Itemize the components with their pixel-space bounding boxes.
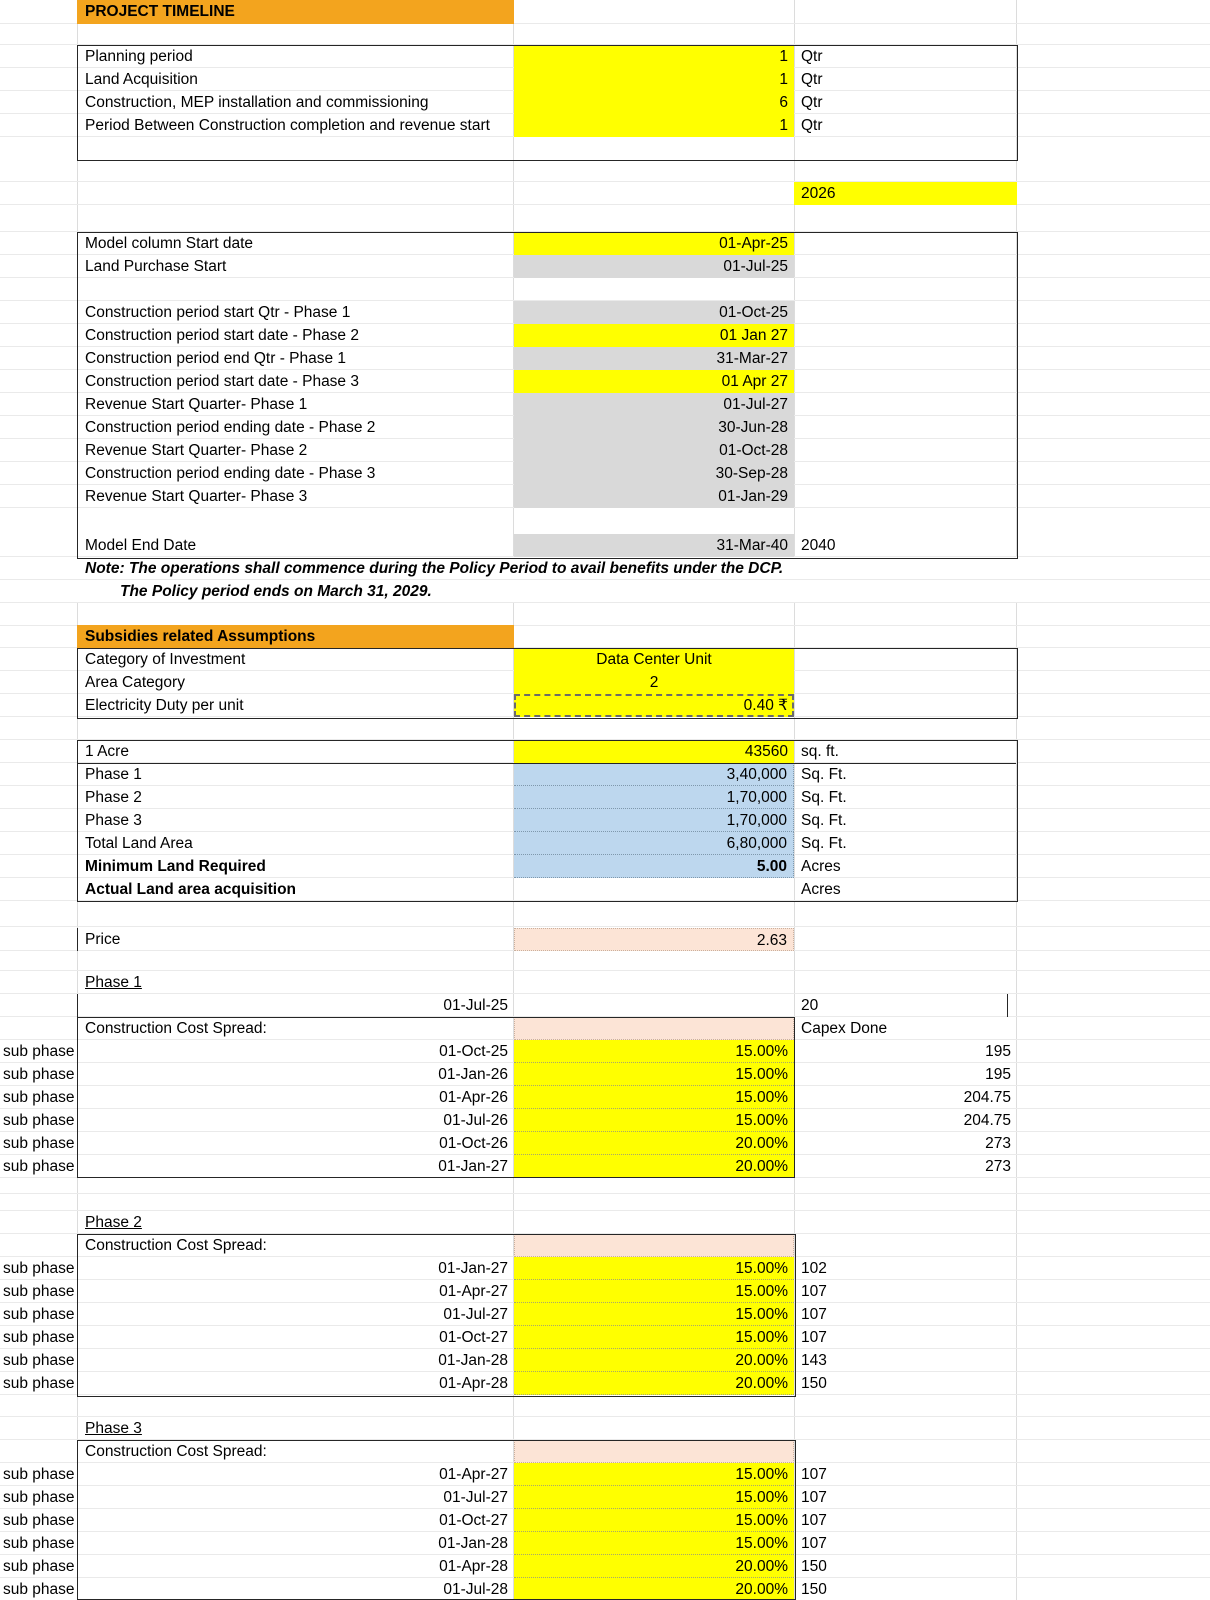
date-value[interactable]: 01-Jul-27: [514, 393, 794, 416]
table-row: [0, 671, 1210, 694]
land-label: Phase 2: [85, 789, 142, 806]
table-row: [0, 462, 1210, 485]
spread-row: [0, 1155, 1210, 1178]
table-row: [0, 439, 1210, 462]
land-unit: Acres: [801, 881, 841, 898]
spread-row: [0, 1063, 1210, 1086]
subphase-label: sub phase: [3, 1066, 75, 1083]
capex-value[interactable]: 273: [985, 1158, 1011, 1175]
table-row: [0, 324, 1210, 347]
spread-percent[interactable]: 15.00%: [514, 1086, 794, 1109]
subphase-label: sub phase: [3, 1112, 75, 1129]
note-line-2: The Policy period ends on March 31, 2029.: [120, 583, 432, 600]
subsidy-value[interactable]: 2: [514, 671, 794, 694]
phase-header-row: [0, 1417, 1210, 1440]
duration-unit: Qtr: [801, 117, 823, 134]
spread-date: 01-Jul-26: [443, 1112, 508, 1129]
land-unit: Acres: [801, 858, 841, 875]
subsidy-value[interactable]: Data Center Unit: [514, 648, 794, 671]
subphase-label: sub phase: [3, 1306, 75, 1323]
date-label: Construction period start date - Phase 3: [85, 373, 359, 390]
model-end-value[interactable]: 31-Mar-40: [514, 534, 794, 557]
subsidy-label: Category of Investment: [85, 651, 246, 668]
capex-value[interactable]: 107: [801, 1466, 827, 1483]
spacer-row: [0, 603, 1210, 626]
spread-row: [0, 1040, 1210, 1063]
spread-percent[interactable]: 15.00%: [514, 1257, 794, 1280]
spread-date: 01-Oct-25: [439, 1043, 508, 1060]
price-value[interactable]: 2.63: [514, 928, 794, 951]
capex-value[interactable]: 150: [801, 1558, 827, 1575]
capex-value[interactable]: 107: [801, 1306, 827, 1323]
land-value[interactable]: 5.00: [514, 855, 794, 878]
land-value[interactable]: 1,70,000: [514, 809, 794, 832]
spacer-row: [0, 951, 1210, 971]
capex-value[interactable]: 204.75: [963, 1112, 1011, 1129]
spread-date: 01-Jul-27: [443, 1489, 508, 1506]
spread-date: 01-Apr-28: [439, 1558, 508, 1575]
spread-percent[interactable]: 20.00%: [514, 1132, 794, 1155]
spread-percent[interactable]: 20.00%: [514, 1555, 794, 1578]
spread-date: 01-Apr-27: [439, 1283, 508, 1300]
subphase-label: sub phase: [3, 1260, 75, 1277]
subphase-label: sub phase: [3, 1375, 75, 1392]
spread-date: 01-Jan-27: [438, 1260, 508, 1277]
date-value[interactable]: 01-Jan-29: [514, 485, 794, 508]
date-label: Land Purchase Start: [85, 258, 227, 275]
spacer-row: [0, 137, 1210, 158]
subphase-label: sub phase: [3, 1158, 75, 1175]
capex-value[interactable]: 195: [985, 1043, 1011, 1060]
model-end-label: Model End Date: [85, 537, 197, 554]
spread-label: Construction Cost Spread:: [85, 1237, 267, 1254]
land-label: 1 Acre: [85, 743, 129, 760]
table-row: [0, 786, 1210, 809]
table-row: [0, 370, 1210, 393]
spread-row: [0, 1109, 1210, 1132]
capex-value[interactable]: 195: [985, 1066, 1011, 1083]
spread-row: [0, 1303, 1210, 1326]
land-unit: Sq. Ft.: [801, 766, 847, 783]
table-row: [0, 114, 1210, 137]
spread-date: 01-Jul-27: [443, 1306, 508, 1323]
land-unit: Sq. Ft.: [801, 789, 847, 806]
spread-percent[interactable]: 20.00%: [514, 1578, 794, 1600]
spread-header-cell[interactable]: [514, 1017, 794, 1040]
table-row: [0, 301, 1210, 324]
spacer-row: [0, 1194, 1210, 1211]
phase-header-row: [0, 1211, 1210, 1234]
table-row: [0, 694, 1210, 717]
spread-percent[interactable]: 15.00%: [514, 1040, 794, 1063]
spread-row: [0, 1532, 1210, 1555]
spacer-row: [0, 1395, 1210, 1417]
capex-value[interactable]: 150: [801, 1581, 827, 1598]
spread-percent[interactable]: 20.00%: [514, 1155, 794, 1178]
subphase-label: sub phase: [3, 1489, 75, 1506]
date-label: Revenue Start Quarter- Phase 2: [85, 442, 308, 459]
duration-value[interactable]: 1: [514, 114, 794, 137]
table-row: [0, 855, 1210, 878]
subphase-label: sub phase: [3, 1466, 75, 1483]
duration-value[interactable]: 1: [514, 45, 794, 68]
spread-label: Construction Cost Spread:: [85, 1020, 267, 1037]
spread-date: 01-Apr-27: [439, 1466, 508, 1483]
table-row: [0, 809, 1210, 832]
price-row: [0, 928, 1210, 951]
spread-row: [0, 1132, 1210, 1155]
spread-row: [0, 1086, 1210, 1109]
spacer-row: [0, 901, 1210, 927]
spread-row: [0, 1280, 1210, 1303]
note-line-1: Note: The operations shall commence during the Policy Period to avail benefits under the DCP.: [85, 560, 784, 577]
spread-row: [0, 1326, 1210, 1349]
subphase-label: sub phase: [3, 1329, 75, 1346]
date-label: Construction period start Qtr - Phase 1: [85, 304, 351, 321]
spacer-row: [0, 159, 1210, 182]
year-row: [0, 182, 1210, 205]
land-label: Phase 1: [85, 766, 142, 783]
subphase-label: sub phase: [3, 1135, 75, 1152]
subsidy-label: Electricity Duty per unit: [85, 697, 244, 714]
spread-percent[interactable]: 20.00%: [514, 1372, 794, 1395]
table-row: [0, 485, 1210, 508]
date-label: Model column Start date: [85, 235, 254, 252]
year-cell[interactable]: 2026: [794, 182, 1017, 205]
phase-start-date[interactable]: 01-Jul-25: [443, 997, 508, 1014]
date-value[interactable]: 01-Jul-25: [514, 255, 794, 278]
table-row: [0, 648, 1210, 671]
capex-value[interactable]: 107: [801, 1512, 827, 1529]
section-header-row: [0, 625, 1210, 648]
land-value[interactable]: 3,40,000: [514, 763, 794, 786]
spread-percent[interactable]: 15.00%: [514, 1463, 794, 1486]
subphase-label: sub phase: [3, 1283, 75, 1300]
spacer-row: [0, 24, 1210, 45]
land-label: Total Land Area: [85, 835, 193, 852]
spread-row: [0, 1463, 1210, 1486]
table-row: [0, 393, 1210, 416]
land-value-empty[interactable]: [514, 878, 794, 901]
date-value[interactable]: 30-Sep-28: [514, 462, 794, 485]
spread-percent[interactable]: 15.00%: [514, 1532, 794, 1555]
spread-row: [0, 1349, 1210, 1372]
model-end-year: 2040: [801, 537, 836, 554]
phase-header-row: [0, 971, 1210, 994]
table-row: [0, 255, 1210, 278]
note-row: [0, 580, 1210, 603]
capex-value[interactable]: 107: [801, 1535, 827, 1552]
duration-value[interactable]: 6: [514, 91, 794, 114]
spread-date: 01-Jan-28: [438, 1535, 508, 1552]
capex-value[interactable]: 107: [801, 1329, 827, 1346]
date-label: Construction period ending date - Phase 2: [85, 419, 376, 436]
spread-row: [0, 1257, 1210, 1280]
subsidies-header: Subsidies related Assumptions: [77, 625, 514, 648]
spread-row: [0, 1555, 1210, 1578]
capex-value[interactable]: 150: [801, 1375, 827, 1392]
spread-date: 01-Apr-26: [439, 1089, 508, 1106]
date-label: Construction period ending date - Phase 3: [85, 465, 376, 482]
spread-percent[interactable]: 15.00%: [514, 1486, 794, 1509]
date-value[interactable]: 01 Jan 27: [514, 324, 794, 347]
land-label: Phase 3: [85, 812, 142, 829]
subsidy-label: Area Category: [85, 674, 185, 691]
price-label: Price: [85, 931, 121, 948]
spread-percent[interactable]: 15.00%: [514, 1063, 794, 1086]
spread-header-row: [0, 1440, 1210, 1463]
note-row: [0, 557, 1210, 580]
spread-header-row: [0, 1017, 1210, 1040]
land-value[interactable]: 43560: [514, 740, 794, 763]
spread-header-cell[interactable]: [514, 1234, 794, 1257]
spread-percent[interactable]: 15.00%: [514, 1280, 794, 1303]
duration-label: Period Between Construction completion and revenue start: [85, 117, 490, 134]
table-row: [0, 832, 1210, 855]
subphase-label: sub phase: [3, 1535, 75, 1552]
duration-label: Planning period: [85, 48, 193, 65]
subphase-label: sub phase: [3, 1512, 75, 1529]
land-label: Minimum Land Required: [85, 858, 266, 875]
date-value[interactable]: 01-Oct-25: [514, 301, 794, 324]
subphase-label: sub phase: [3, 1558, 75, 1575]
spread-row: [0, 1486, 1210, 1509]
spread-header-cell[interactable]: [514, 1440, 794, 1463]
land-unit: Sq. Ft.: [801, 835, 847, 852]
capex-value[interactable]: 107: [801, 1489, 827, 1506]
spacer-row: [0, 205, 1210, 232]
duration-value[interactable]: 1: [514, 68, 794, 91]
spacer-row: [0, 1178, 1210, 1194]
land-value[interactable]: 1,70,000: [514, 786, 794, 809]
table-row: [0, 416, 1210, 439]
spread-row: [0, 1372, 1210, 1395]
table-row: [0, 45, 1210, 68]
spread-row: [0, 1578, 1210, 1600]
phase-name: Phase 1: [85, 974, 142, 991]
duration-unit: Qtr: [801, 48, 823, 65]
date-value[interactable]: 01 Apr 27: [514, 370, 794, 393]
spread-percent[interactable]: 20.00%: [514, 1349, 794, 1372]
date-value[interactable]: 01-Apr-25: [514, 232, 794, 255]
table-row: [0, 68, 1210, 91]
title-row: [0, 0, 1210, 24]
subphase-label: sub phase: [3, 1043, 75, 1060]
spacer-row: [0, 508, 1210, 534]
duration-unit: Qtr: [801, 71, 823, 88]
table-row: [0, 91, 1210, 114]
phase-start-row: [0, 994, 1210, 1017]
capex-value[interactable]: 143: [801, 1352, 827, 1369]
table-row: [0, 232, 1210, 255]
spread-date: 01-Jan-26: [438, 1066, 508, 1083]
date-value[interactable]: 31-Mar-27: [514, 347, 794, 370]
spread-date: 01-Oct-27: [439, 1512, 508, 1529]
capex-header: Capex Done: [801, 1020, 888, 1037]
phase-name: Phase 2: [85, 1214, 142, 1231]
duration-label: Construction, MEP installation and commissioning: [85, 94, 429, 111]
table-row: [0, 878, 1210, 901]
spread-date: 01-Jul-28: [443, 1581, 508, 1598]
spacer-row: [0, 717, 1210, 740]
phase-name: Phase 3: [85, 1420, 142, 1437]
land-unit: sq. ft.: [801, 743, 839, 760]
capex-value[interactable]: 273: [985, 1135, 1011, 1152]
capex-value[interactable]: 107: [801, 1283, 827, 1300]
spread-date: 01-Apr-28: [439, 1375, 508, 1392]
date-label: Revenue Start Quarter- Phase 3: [85, 488, 308, 505]
date-value[interactable]: 30-Jun-28: [514, 416, 794, 439]
capex-value[interactable]: 204.75: [963, 1089, 1011, 1106]
spread-date: 01-Oct-26: [439, 1135, 508, 1152]
subphase-label: sub phase: [3, 1089, 75, 1106]
table-row: [0, 740, 1210, 763]
subphase-label: sub phase: [3, 1352, 75, 1369]
page-title: PROJECT TIMELINE: [77, 0, 514, 24]
date-value[interactable]: 01-Oct-28: [514, 439, 794, 462]
spread-label: Construction Cost Spread:: [85, 1443, 267, 1460]
subphase-label: sub phase: [3, 1581, 75, 1598]
date-label: Construction period start date - Phase 2: [85, 327, 359, 344]
land-unit: Sq. Ft.: [801, 812, 847, 829]
spread-percent[interactable]: 15.00%: [514, 1303, 794, 1326]
spacer-row: [0, 278, 1210, 301]
date-label: Construction period end Qtr - Phase 1: [85, 350, 347, 367]
table-row: [0, 763, 1210, 786]
table-row: [0, 347, 1210, 370]
spread-row: [0, 1509, 1210, 1532]
spread-date: 01-Jan-27: [438, 1158, 508, 1175]
land-label: Actual Land area acquisition: [85, 881, 297, 898]
land-value[interactable]: 6,80,000: [514, 832, 794, 855]
spread-header-row: [0, 1234, 1210, 1257]
table-row: [0, 534, 1210, 557]
subsidy-value-selected[interactable]: 0.40 ₹: [514, 694, 794, 717]
duration-label: Land Acquisition: [85, 71, 198, 88]
capex-value[interactable]: 102: [801, 1260, 827, 1277]
spread-date: 01-Oct-27: [439, 1329, 508, 1346]
spread-percent[interactable]: 15.00%: [514, 1109, 794, 1132]
duration-unit: Qtr: [801, 94, 823, 111]
spread-date: 01-Jan-28: [438, 1352, 508, 1369]
date-label: Revenue Start Quarter- Phase 1: [85, 396, 308, 413]
phase-quarters: 20: [801, 997, 819, 1014]
spread-percent[interactable]: 15.00%: [514, 1509, 794, 1532]
spread-percent[interactable]: 15.00%: [514, 1326, 794, 1349]
